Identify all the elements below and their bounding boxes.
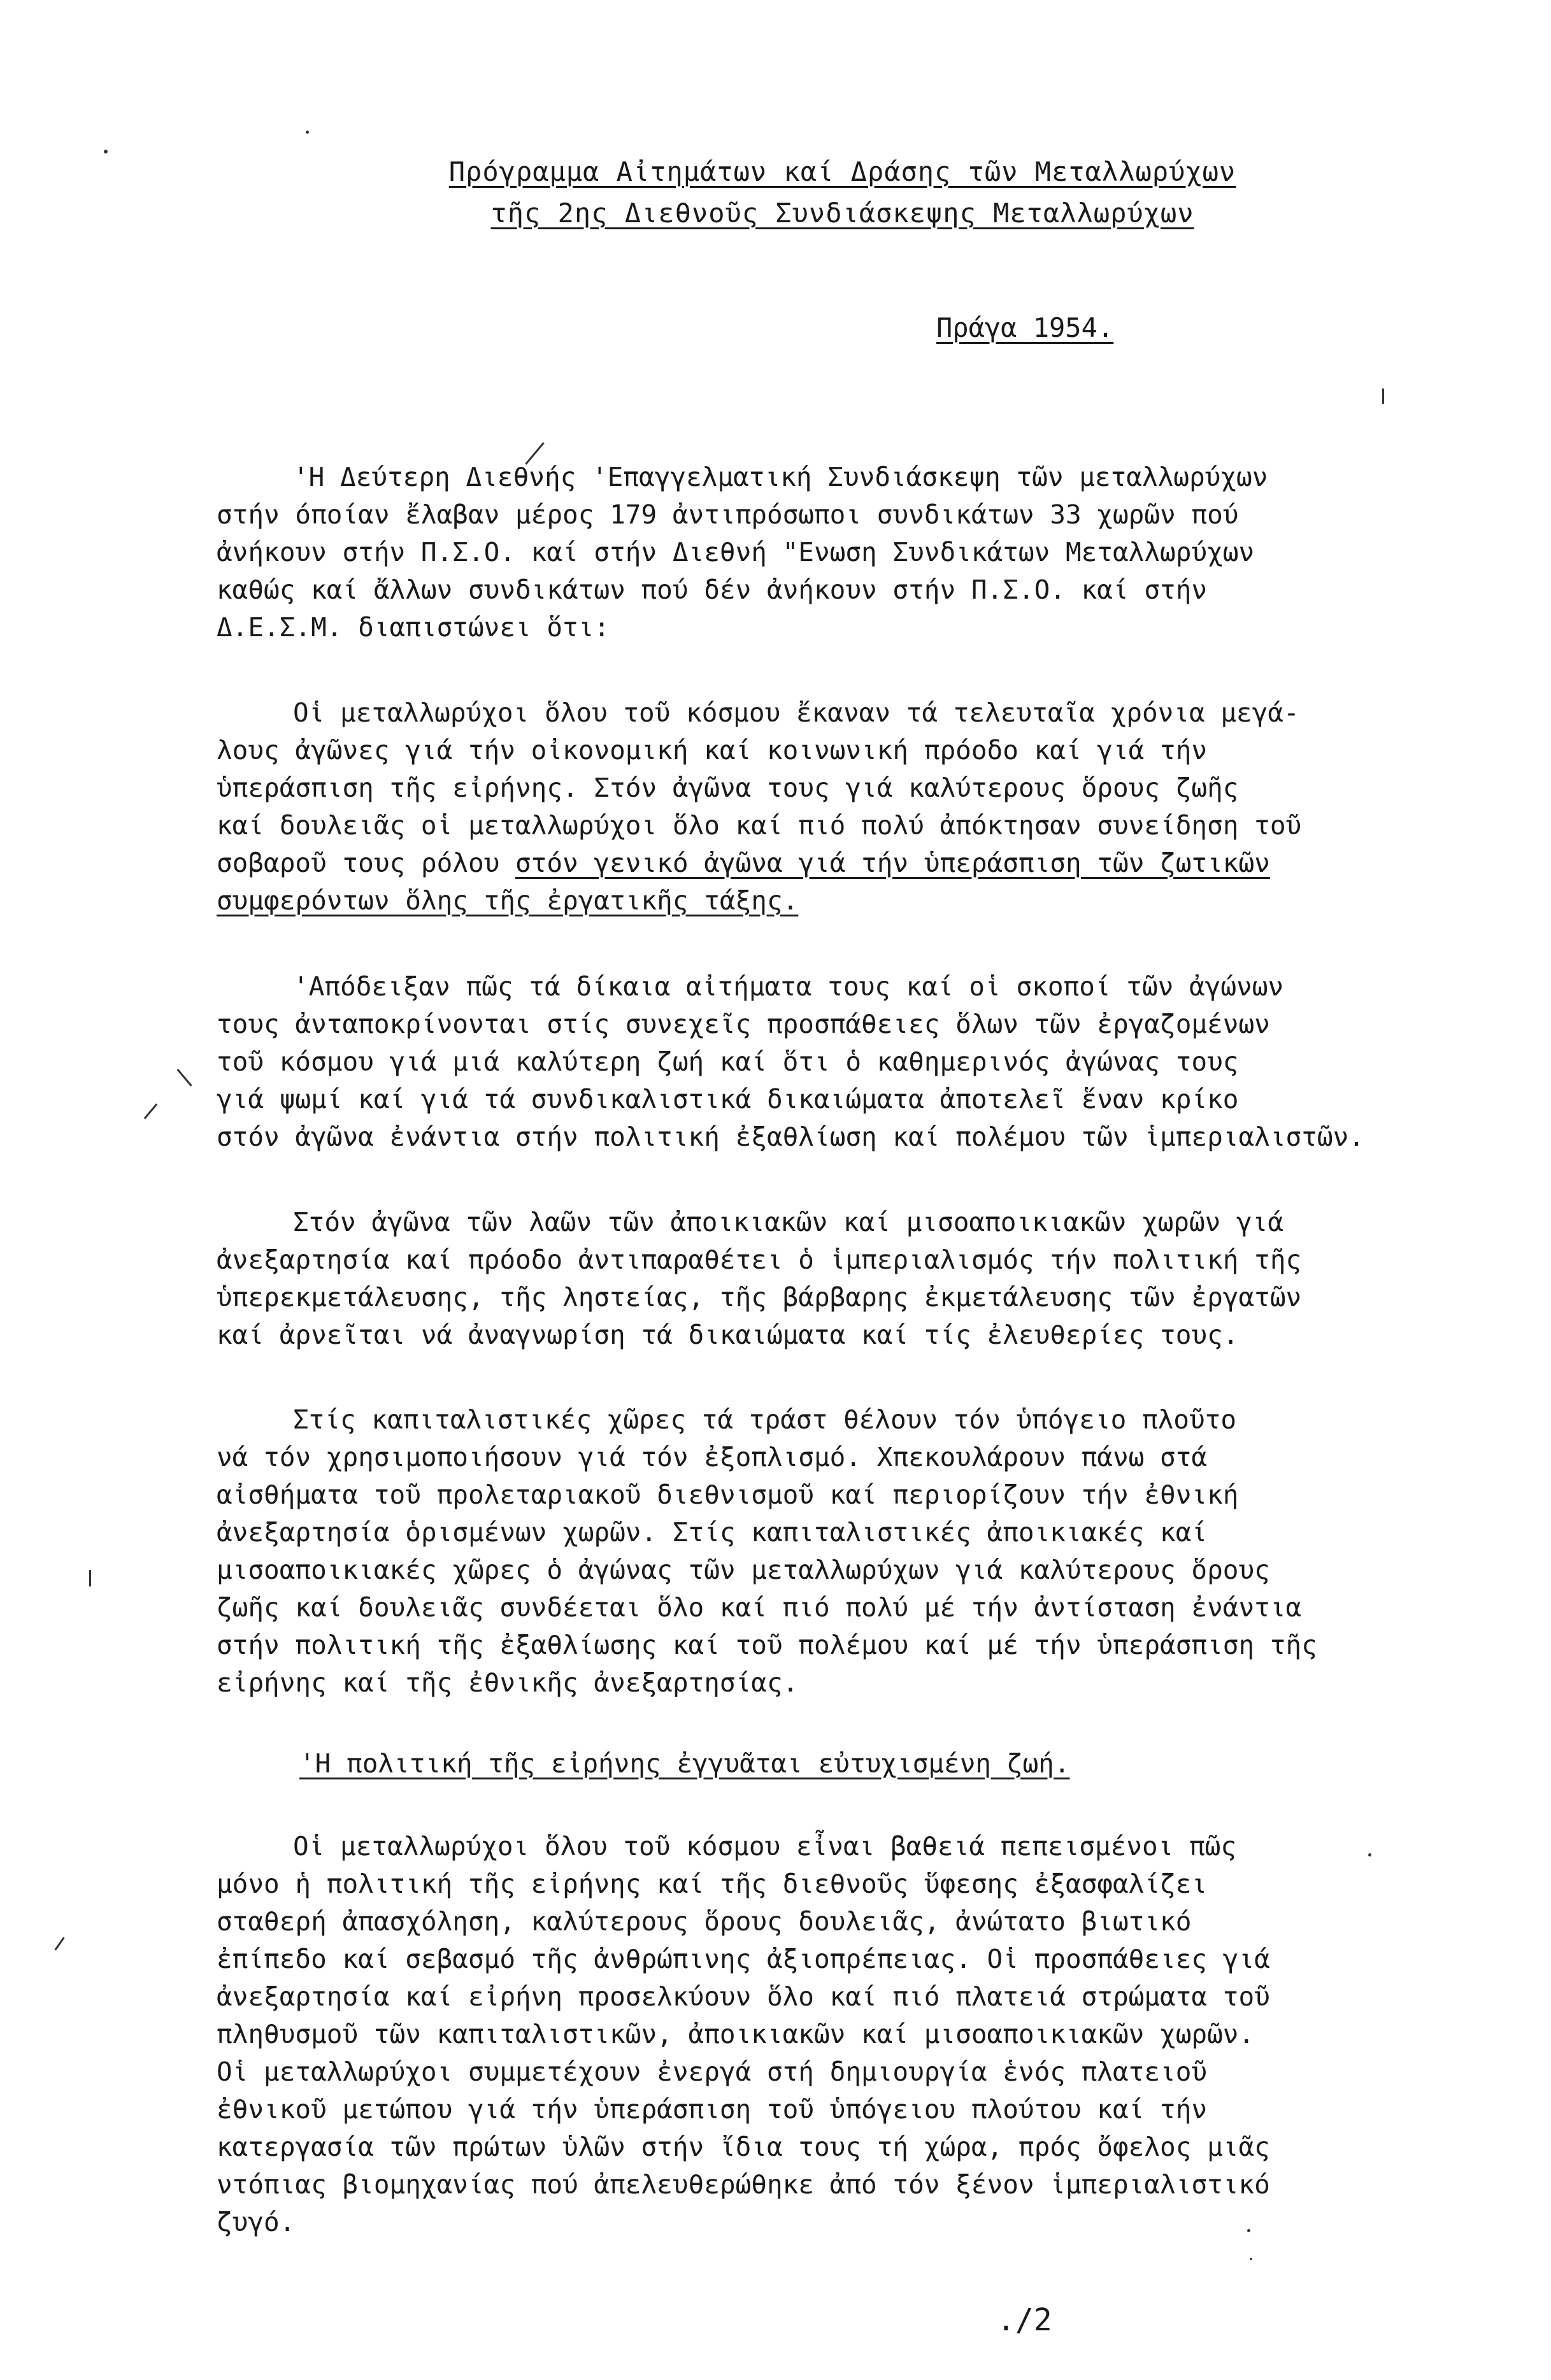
text-line: μόνο ἡ πολιτική τῆς εἰρήνης καί τῆς διεθνοῦς ὕφεσης ἐξασφαλίζει — [217, 1869, 1208, 1899]
place-date: Πράγα 1954. — [936, 312, 1114, 343]
text-line: στήν πολιτική τῆς ἐξαθλίωσης καί τοῦ πολέμου καί μέ τήν ὑπεράσπιση τῆς — [217, 1630, 1317, 1660]
text-line: λους ἀγῶνες γιά τήν οἰκονομική καί κοινωνική πρόοδο καί γιά τήν — [217, 735, 1208, 766]
document-title-line-2: τῆς 2ης Διεθνοῦς Συνδιάσκεψης Μεταλλωρύχων — [490, 197, 1194, 229]
text-line: ὑπεράσπιση τῆς εἰρήνης. Στόν ἀγῶνα τους γιά καλύτερους ὅρους ζωῆς — [217, 773, 1239, 803]
text-line: τοῦ κόσμου γιά μιά καλύτερη ζωή καί ὅτι ὁ καθημερινός ἀγώνας τους — [217, 1046, 1239, 1077]
text-line: καί ἀρνεῖται νά ἀναγνωρίση τά δικαιώματα καί τίς ἐλευθερίες τους. — [217, 1320, 1239, 1350]
text-line: ζωῆς καί δουλειᾶς συνδέεται ὅλο καί πιό πολύ μέ τήν ἀντίσταση ἐνάντια — [217, 1592, 1302, 1623]
paragraph-4 — [217, 1204, 1484, 1354]
section-subheading: 'Η πολιτική τῆς εἰρήνης ἐγγυᾶται εὐτυχισμένη ζωή. — [299, 1748, 1070, 1779]
text-line: ἐθνικοῦ μετώπου γιά τήν ὑπεράσπιση τοῦ ὑπόγειου πλούτου καί τήν — [217, 2094, 1208, 2125]
text-line: στόν ἀγῶνα ἐνάντια στήν πολιτική ἐξαθλίωση καί πολέμου τῶν ἱμπεριαλιστῶν. — [217, 1122, 1364, 1152]
text-line: ντόπιας βιομηχανίας πού ἀπελευθερώθηκε ἀπό τόν ξένον ἱμπεριαλιστικό — [217, 2169, 1270, 2200]
scan-speck — [1382, 388, 1384, 404]
scan-speck — [104, 150, 108, 153]
text-line: εἰρήνης καί τῆς ἐθνικῆς ἀνεξαρτησίας. — [217, 1667, 799, 1698]
text-line: Στίς καπιταλιστικές χῶρες τά τράστ θέλουν τόν ὑπόγειο πλοῦτο — [293, 1404, 1237, 1435]
page-number: ./2 — [997, 2302, 1052, 2338]
text-line: πληθυσμοῦ τῶν καπιταλιστικῶν, ἀποικιακῶν καί μισοαποικιακῶν χωρῶν. — [217, 2019, 1255, 2049]
text-line: ἐπίπεδο καί σεβασμό τῆς ἀνθρώπινης ἀξιοπρέπειας. Οἱ προσπάθειες γιά — [217, 1944, 1270, 1974]
text-line: ὑπερεκμετάλευσης, τῆς ληστείας, τῆς βάρβαρης ἐκμετάλευσης τῶν ἐργατῶν — [217, 1282, 1302, 1313]
text-line: ἀνεξαρτησία καί εἰρήνη προσελκύουν ὅλο καί πιό πλατειά στρώματα τοῦ — [217, 1981, 1270, 2012]
text-line: 'Η Δεύτερη Διεθνής 'Επαγγελματική Συνδιάσκεψη τῶν μεταλλωρύχων — [293, 462, 1268, 492]
margin-mark — [176, 1069, 192, 1087]
text-line: Οἱ μεταλλωρύχοι συμμετέχουν ἐνεργά στή δημιουργία ἑνός πλατειοῦ — [217, 2056, 1208, 2087]
margin-mark — [89, 1570, 91, 1586]
scan-speck — [1247, 2229, 1250, 2232]
text-line: Οἱ μεταλλωρύχοι ὅλου τοῦ κόσμου ἔκαναν τά τελευταῖα χρόνια μεγά- — [293, 697, 1299, 728]
text-line: καθώς καί ἄλλων συνδικάτων πού δέν ἀνήκουν στήν Π.Σ.Ο. καί στήν — [217, 574, 1208, 605]
text-line: Οἱ μεταλλωρύχοι ὅλου τοῦ κόσμου εἶναι βαθειά πεπεισμένοι πῶς — [293, 1831, 1237, 1862]
text-line: νά τόν χρησιμοποιήσουν γιά τόν ἐξοπλισμό. Χπεκουλάρουν πάνω στά — [217, 1442, 1208, 1472]
text-line — [217, 844, 1484, 882]
text-line: καί δουλειᾶς οἱ μεταλλωρύχοι ὅλο καί πιό πολύ ἀπόκτησαν συνείδηση τοῦ — [217, 810, 1302, 841]
underlined-phrase: στόν γενικό ἀγῶνα γιά τήν ὑπεράσπιση τῶν ζωτικῶν — [515, 848, 1270, 878]
text-line: μισοαποικιακές χῶρες ὁ ἀγώνας τῶν μεταλλωρύχων γιά καλύτερους ὅρους — [217, 1555, 1270, 1585]
text-line: κατεργασία τῶν πρώτων ὑλῶν στήν ἴδια τους τή χώρα, πρός ὄφελος μιᾶς — [217, 2132, 1270, 2162]
text-line: ζυγό. — [217, 2207, 296, 2237]
text-line: τους ἀνταποκρίνονται στίς συνεχεῖς προσπάθειες ὅλων τῶν ἐργαζομένων — [217, 1009, 1270, 1039]
text-line: γιά ψωμί καί γιά τά συνδικαλιστικά δικαιώματα ἀποτελεῖ ἕναν κρίκο — [217, 1084, 1239, 1115]
text-line: στήν όποίαν ἔλαβαν μέρος 179 ἀντιπρόσωποι συνδικάτων 33 χωρῶν πού — [217, 499, 1239, 530]
margin-mark — [144, 1104, 158, 1120]
text-line: ἀνεξαρτησία ὁρισμένων χωρῶν. Στίς καπιταλιστικές ἀποικιακές καί — [217, 1517, 1208, 1548]
paragraph-6 — [217, 1828, 1484, 2241]
text-line: ἀνεξαρτησία καί πρόοδο ἀντιπαραθέτει ὁ ἱμπεριαλισμός τήν πολιτική τῆς — [217, 1244, 1302, 1275]
text-line: Στόν ἀγῶνα τῶν λαῶν τῶν ἀποικιακῶν καί μισοαποικιακῶν χωρῶν γιά — [293, 1207, 1284, 1237]
scan-speck — [306, 131, 309, 134]
underlined-line: συμφερόντων ὅλης τῆς ἐργατικῆς τάξης. — [217, 885, 799, 916]
text-line: Δ.Ε.Σ.Μ. διαπιστώνει ὅτι: — [217, 612, 610, 643]
scan-speck — [1368, 1853, 1371, 1856]
text-line: αἰσθήματα τοῦ προλεταριακοῦ διεθνισμοῦ καί περιορίζουν τήν ἐθνική — [217, 1479, 1239, 1510]
paragraph-2 — [217, 694, 1484, 920]
text-line: σταθερή ἀπασχόληση, καλύτερους ὅρους δουλειᾶς, ἀνώτατο βιωτικό — [217, 1906, 1192, 1937]
text-line: 'Απόδειξαν πῶς τά δίκαια αἰτήματα τους καί οἱ σκοποί τῶν ἀγώνων — [293, 971, 1284, 1002]
paragraph-1 — [217, 459, 1484, 646]
paragraph-3 — [217, 968, 1484, 1156]
scan-speck — [1250, 2258, 1252, 2260]
text-fragment: σοβαροῦ τους ρόλου — [217, 848, 500, 878]
paragraph-5 — [217, 1401, 1484, 1702]
document-title-line-1: Πρόγραμμα Αἰτημάτων καί Δράσης τῶν Μεταλλωρύχων — [448, 156, 1236, 187]
text-line: ἀνήκουν στήν Π.Σ.Ο. καί στήν Διεθνή "Ενωση Συνδικάτων Μεταλλωρύχων — [217, 537, 1255, 567]
scan-speck — [54, 1937, 64, 1950]
